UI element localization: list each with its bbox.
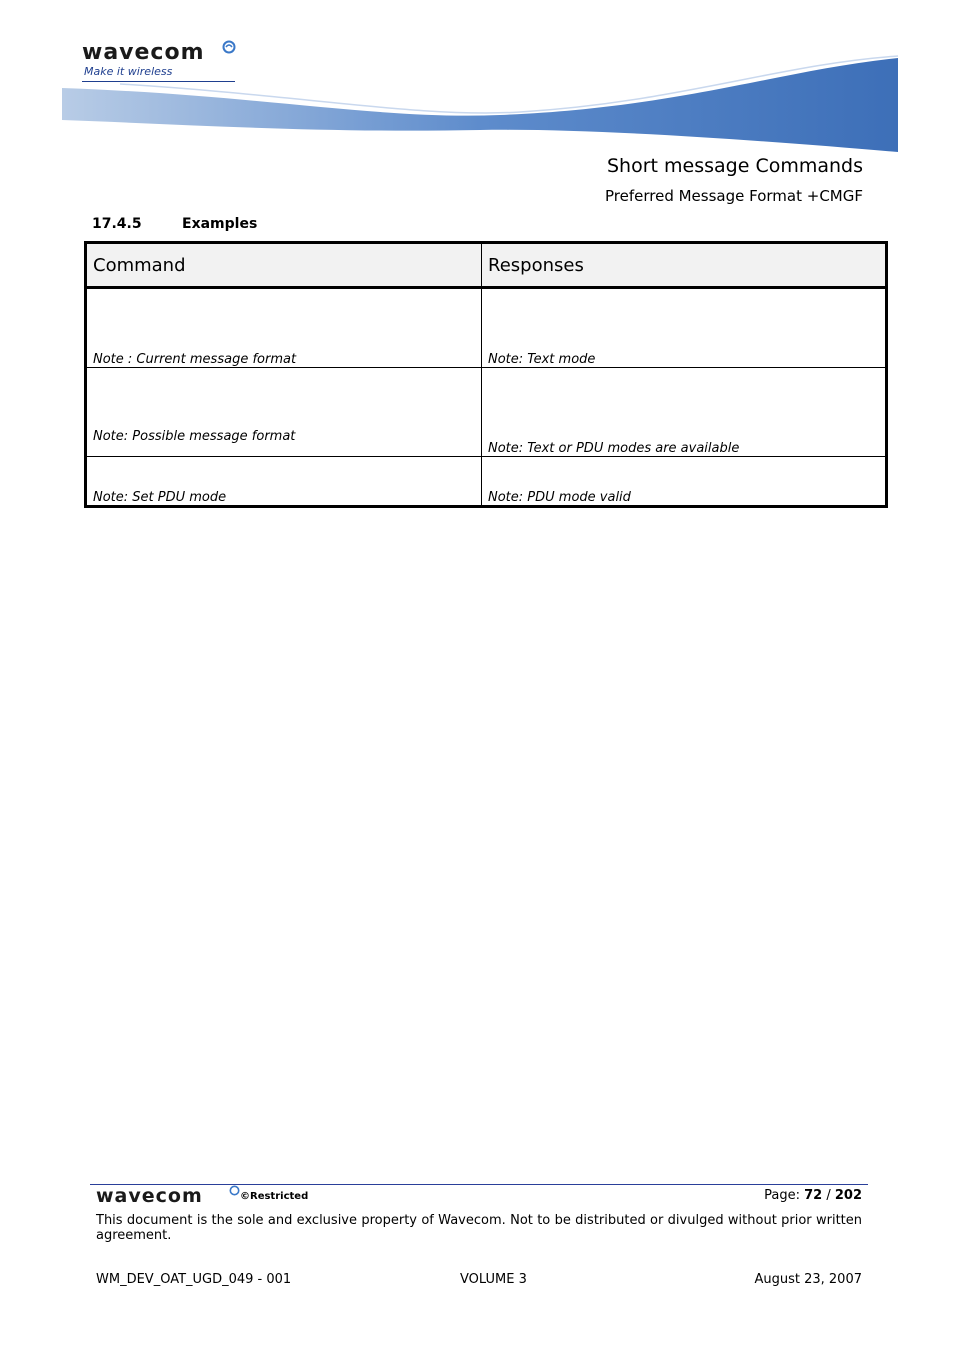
header-swoosh — [0, 50, 954, 160]
response-note: Note: Text mode — [482, 288, 887, 368]
response-note: Note: PDU mode valid — [482, 457, 887, 507]
footer-rule — [90, 1184, 868, 1185]
document-date: August 23, 2007 — [754, 1272, 862, 1287]
page-subtitle: Preferred Message Format +CMGF — [605, 187, 863, 205]
table-header-row — [86, 243, 887, 288]
table-row — [86, 288, 887, 368]
section-number: 17.4.5 — [92, 216, 142, 232]
section-heading — [92, 216, 257, 232]
table-row — [86, 368, 887, 457]
document-reference: WM_DEV_OAT_UGD_049 - 001 — [96, 1272, 292, 1287]
page-label: Page: — [764, 1188, 800, 1203]
page-total: 202 — [834, 1188, 862, 1203]
examples-table — [84, 241, 888, 508]
response-note: Note: Text or PDU modes are available — [482, 368, 887, 457]
brand-logo: wavecom — [82, 40, 205, 65]
brand-tagline: Make it wireless — [84, 65, 173, 78]
column-header-responses: Responses — [482, 243, 887, 288]
column-header-command: Command — [86, 243, 482, 288]
wavecom-swirl-icon — [229, 1185, 240, 1196]
page-number — [764, 1188, 862, 1203]
section-title: Examples — [182, 216, 258, 232]
volume-label: VOLUME 3 — [460, 1272, 527, 1287]
legal-notice: This document is the sole and exclusive property of Wavecom. Not to be distributed or divulged without prior written agreement. — [96, 1213, 862, 1243]
table-row — [86, 457, 887, 507]
command-note: Note : Current message format — [86, 288, 482, 368]
command-note: Note: Possible message format — [86, 368, 482, 457]
footer-brand-logo: wavecom — [96, 1185, 203, 1207]
command-note: Note: Set PDU mode — [86, 457, 482, 507]
page-separator: / — [826, 1188, 831, 1203]
page-current: 72 — [804, 1188, 823, 1203]
page-title: Short message Commands — [606, 155, 863, 177]
restricted-label: ©Restricted — [240, 1191, 309, 1202]
